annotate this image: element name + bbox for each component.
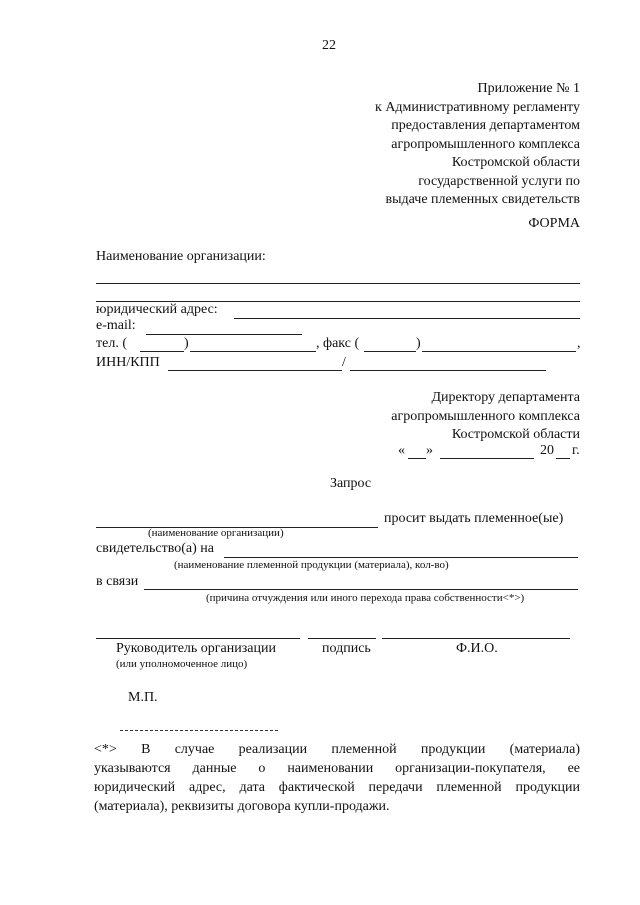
appendix-block: [375, 80, 580, 210]
addressee-line: Костромской области: [451, 427, 580, 442]
asks-text: просит выдать племенное(ые): [384, 511, 564, 526]
fio-line[interactable]: [382, 638, 570, 639]
phone-code-line[interactable]: [140, 351, 184, 352]
certificate-label: свидетельство(а) на: [96, 541, 214, 556]
footnote-line: указываются данные о наименовании организации-покупателя, ее: [94, 761, 580, 776]
year-suffix: г.: [572, 443, 580, 458]
fax-close: ): [416, 336, 421, 351]
reason-hint: (причина отчуждения или иного перехода права собственности<*>): [206, 592, 525, 604]
request-title: Запрос: [330, 476, 372, 491]
product-hint: (наименование племенной продукции (материала), кол-во): [174, 559, 449, 571]
appendix-line: государственной услуги по: [418, 173, 580, 189]
legal-address-line[interactable]: [234, 318, 580, 319]
email-line[interactable]: [146, 334, 302, 335]
footnote-line: (материала), реквизиты договора купли-продажи.: [94, 799, 390, 814]
page-number: 22: [322, 38, 336, 53]
footnote-separator: [120, 730, 278, 731]
appendix-line: Костромской области: [451, 155, 580, 170]
inn-separator: /: [342, 355, 346, 370]
date-close: »: [426, 443, 433, 458]
head-sub: (или уполномоченное лицо): [116, 658, 248, 670]
appendix-line: агропромышленного комплекса: [391, 136, 580, 152]
fax-label: , факс (: [316, 336, 360, 351]
inn-label: ИНН/КПП: [96, 355, 160, 370]
addressee-block: [391, 389, 580, 445]
form-label: ФОРМА: [528, 216, 580, 231]
phone-number-line[interactable]: [190, 351, 316, 352]
head-label: Руководитель организации: [116, 641, 276, 656]
phone-label: тел. (: [96, 336, 127, 351]
reason-line[interactable]: [144, 589, 578, 590]
addressee-line: агропромышленного комплекса: [391, 408, 580, 424]
fio-label: Ф.И.О.: [456, 641, 498, 656]
date-open: «: [398, 443, 405, 458]
phone-close: ): [184, 336, 189, 351]
kpp-line[interactable]: [350, 370, 546, 371]
stamp-label: М.П.: [128, 690, 158, 705]
date-day-line[interactable]: [408, 458, 426, 459]
inn-line[interactable]: [168, 370, 342, 371]
sign-label: подпись: [322, 641, 371, 656]
org-name-line-1[interactable]: [96, 283, 580, 284]
date-month-line[interactable]: [440, 458, 534, 459]
year-line[interactable]: [556, 458, 570, 459]
addressee-line: Директору департамента: [431, 390, 580, 405]
footnote-line: <*> В случае реализации племенной продукции (материала): [94, 742, 580, 757]
certificate-line[interactable]: [224, 557, 578, 558]
head-signature-line[interactable]: [96, 638, 300, 639]
org-name-label: Наименование организации:: [96, 249, 266, 264]
footnote-line: юридический адрес, дата фактической передачи племенной продукции: [94, 780, 580, 795]
fax-number-line[interactable]: [422, 351, 576, 352]
org-name-hint: (наименование организации): [148, 527, 284, 539]
fax-code-line[interactable]: [364, 351, 416, 352]
email-label: e-mail:: [96, 318, 136, 333]
year-prefix: 20: [540, 443, 554, 458]
sign-line[interactable]: [308, 638, 376, 639]
reason-label: в связи: [96, 574, 139, 589]
fax-end: ,: [577, 336, 581, 351]
legal-address-label: юридический адрес:: [96, 302, 218, 317]
appendix-line: Приложение № 1: [477, 81, 580, 96]
appendix-line: предоставления департаментом: [391, 118, 580, 133]
appendix-line: к Административному регламенту: [375, 99, 580, 115]
appendix-line: выдаче племенных свидетельств: [385, 192, 580, 207]
